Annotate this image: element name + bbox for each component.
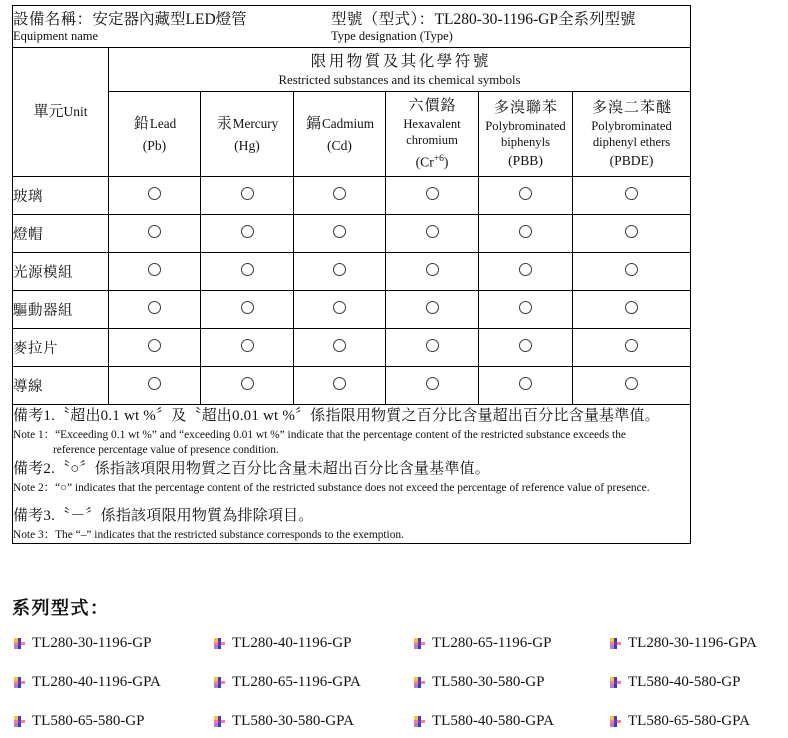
compliance-circle-icon [519, 339, 532, 352]
mark-cell [573, 329, 691, 367]
mark-cell [479, 253, 573, 291]
compliance-circle-icon [426, 377, 439, 390]
table-row [13, 291, 691, 329]
list-item [414, 711, 610, 731]
compliance-circle-icon [519, 377, 532, 390]
note2-cn: 備考2.〝○〞係指該項限用物質之百分比含量未超出百分比含量基準值。 [13, 461, 490, 477]
mark-cell [386, 177, 479, 215]
compliance-circle-icon [519, 225, 532, 238]
model-bullet-icon [214, 638, 225, 649]
compliance-circle-icon [333, 339, 346, 352]
unit-header-cell [13, 48, 109, 177]
mark-cell [109, 329, 201, 367]
compliance-circle-icon [241, 187, 254, 200]
rohs-table [12, 5, 691, 544]
compliance-circle-icon [241, 301, 254, 314]
equipment-header-row [13, 6, 691, 48]
model-bullet-icon [610, 638, 621, 649]
series-models-grid [14, 633, 784, 731]
mark-cell [294, 291, 386, 329]
table-row [13, 215, 691, 253]
list-item [214, 633, 414, 653]
compliance-circle-icon [519, 263, 532, 276]
compliance-circle-icon [426, 263, 439, 276]
list-item [14, 711, 214, 731]
compliance-circle-icon [625, 263, 638, 276]
compliance-circle-icon [519, 301, 532, 314]
model-bullet-icon [14, 716, 25, 727]
mark-cell [109, 177, 201, 215]
mark-cell [201, 177, 294, 215]
mark-cell [386, 329, 479, 367]
unit-label-mylar-sheet: 麥拉片 [13, 329, 109, 367]
compliance-circle-icon [333, 263, 346, 276]
list-item [610, 672, 784, 692]
compliance-circle-icon [625, 377, 638, 390]
mark-cell [294, 215, 386, 253]
equipment-name-en: Equipment name [13, 28, 99, 43]
banner-row [13, 48, 691, 92]
compliance-circle-icon [241, 377, 254, 390]
model-bullet-icon [214, 677, 225, 688]
model-label: TL580-65-580-GP [32, 713, 145, 729]
unit-label-glass: 玻璃 [13, 177, 109, 215]
substance-header-hexavalent-chromium: 六價鉻 Hexavalent chromium $(Cr^{+6})$ [386, 92, 479, 177]
model-label: TL280-40-1196-GP [232, 635, 352, 651]
type-designation-block [331, 10, 690, 44]
compliance-circle-icon [333, 377, 346, 390]
unit-label-wire: 導線 [13, 367, 109, 405]
compliance-circle-icon [148, 339, 161, 352]
equipment-name-block [13, 10, 331, 44]
table-row [13, 177, 691, 215]
model-bullet-icon [610, 677, 621, 688]
mark-cell [294, 367, 386, 405]
banner-en: Restricted substances and its chemical symbols [278, 72, 521, 87]
model-label: TL580-30-580-GP [432, 674, 545, 690]
notes-row [13, 405, 691, 544]
model-bullet-icon [414, 638, 425, 649]
notes-cell [13, 405, 691, 544]
unit-header-cn: 單元 [33, 104, 64, 120]
restricted-substances-banner [109, 48, 691, 92]
mark-cell [294, 253, 386, 291]
compliance-circle-icon [625, 187, 638, 200]
mark-cell [479, 291, 573, 329]
mark-cell [573, 177, 691, 215]
mark-cell [201, 215, 294, 253]
compliance-circle-icon [426, 301, 439, 314]
compliance-circle-icon [241, 225, 254, 238]
model-bullet-icon [414, 716, 425, 727]
substance-header-lead: 鉛Lead (Pb) [109, 92, 201, 177]
compliance-circle-icon [333, 301, 346, 314]
model-bullet-icon [610, 716, 621, 727]
compliance-circle-icon [148, 301, 161, 314]
mark-cell [386, 253, 479, 291]
list-item [14, 672, 214, 692]
note3-cn: 備考3.〝－〞係指該項限用物質為排除項目。 [13, 508, 314, 524]
substance-header-pbde: 多溴二苯醚 Polybrominated diphenyl ethers (PBDE) [573, 92, 691, 177]
model-label: TL580-30-580-GPA [232, 713, 354, 729]
type-designation-en: Type designation (Type) [331, 28, 453, 43]
model-bullet-icon [414, 677, 425, 688]
mark-cell [386, 291, 479, 329]
model-label: TL280-30-1196-GPA [628, 635, 757, 651]
substance-header-row [13, 92, 691, 177]
mark-cell [201, 291, 294, 329]
compliance-circle-icon [148, 377, 161, 390]
mark-cell [573, 215, 691, 253]
model-label: TL280-65-1196-GPA [232, 674, 361, 690]
substance-header-mercury: 汞Mercury (Hg) [201, 92, 294, 177]
note3-en: Note 3：The “–” indicates that the restricted substance corresponds to the exemption. [13, 529, 404, 541]
compliance-circle-icon [148, 187, 161, 200]
list-item [610, 711, 784, 731]
mark-cell [294, 177, 386, 215]
model-bullet-icon [214, 716, 225, 727]
compliance-circle-icon [426, 339, 439, 352]
note1-en-line1: Note 1：“Exceeding 0.1 wt %” and “exceeding 0.01 wt %” indicate that the percentage content of the restricted substance exceeds the [13, 429, 626, 441]
compliance-circle-icon [148, 263, 161, 276]
mark-cell [479, 367, 573, 405]
mark-cell [201, 329, 294, 367]
unit-label-lamp-cap: 燈帽 [13, 215, 109, 253]
mark-cell [573, 291, 691, 329]
compliance-circle-icon [241, 263, 254, 276]
compliance-circle-icon [333, 187, 346, 200]
mark-cell [386, 215, 479, 253]
series-models-heading: 系列型式： [12, 598, 110, 618]
list-item [214, 672, 414, 692]
mark-cell [201, 367, 294, 405]
model-label: TL580-40-580-GPA [432, 713, 554, 729]
compliance-circle-icon [625, 301, 638, 314]
compliance-circle-icon [625, 339, 638, 352]
mark-cell [479, 215, 573, 253]
mark-cell [109, 291, 201, 329]
unit-label-driver-unit: 驅動器組 [13, 291, 109, 329]
compliance-circle-icon [148, 225, 161, 238]
mark-cell [573, 367, 691, 405]
mark-cell [109, 367, 201, 405]
model-bullet-icon [14, 638, 25, 649]
note1-en-line2: reference percentage value of presence condition. [53, 444, 279, 456]
model-label: TL580-65-580-GPA [628, 713, 750, 729]
mark-cell [294, 329, 386, 367]
note2-en: Note 2：“○” indicates that the percentage content of the restricted substance does not exceed the percentage of reference value of presence. [13, 482, 650, 494]
model-bullet-icon [14, 677, 25, 688]
compliance-circle-icon [426, 187, 439, 200]
mark-cell [109, 253, 201, 291]
list-item [214, 711, 414, 731]
mark-cell [479, 329, 573, 367]
note1-cn: 備考1.〝超出0.1 wt %〞及〝超出0.01 wt %〞係指限用物質之百分比含量超出百分比含量基準值。 [13, 408, 660, 424]
unit-label-light-source-module: 光源模組 [13, 253, 109, 291]
equipment-name-cn: 設備名稱：安定器內藏型LED燈管 [13, 10, 247, 28]
compliance-circle-icon [625, 225, 638, 238]
model-label: TL280-40-1196-GPA [32, 674, 161, 690]
mark-cell [386, 367, 479, 405]
mark-cell [109, 215, 201, 253]
list-item [414, 672, 610, 692]
model-label: TL280-65-1196-GP [432, 635, 552, 651]
list-item [14, 633, 214, 653]
type-designation-cn: 型號（型式）：TL280-30-1196-GP全系列型號 [331, 10, 636, 28]
substance-header-pbb: 多溴聯苯 Polybrominated biphenyls (PBB) [479, 92, 573, 177]
list-item [414, 633, 610, 653]
compliance-circle-icon [333, 225, 346, 238]
compliance-circle-icon [426, 225, 439, 238]
banner-cn: 限用物質及其化學符號 [310, 52, 491, 70]
compliance-circle-icon [519, 187, 532, 200]
unit-header-en: Unit [63, 104, 88, 119]
table-row [13, 253, 691, 291]
mark-cell [573, 253, 691, 291]
notes-spacer [13, 496, 690, 505]
model-label: TL280-30-1196-GP [32, 635, 152, 651]
mark-cell [201, 253, 294, 291]
table-row [13, 367, 691, 405]
table-row [13, 329, 691, 367]
mark-cell [479, 177, 573, 215]
compliance-circle-icon [241, 339, 254, 352]
substance-header-cadmium: 鎘Cadmium (Cd) [294, 92, 386, 177]
model-label: TL580-40-580-GP [628, 674, 741, 690]
equipment-header-cell [13, 6, 691, 48]
list-item [610, 633, 784, 653]
